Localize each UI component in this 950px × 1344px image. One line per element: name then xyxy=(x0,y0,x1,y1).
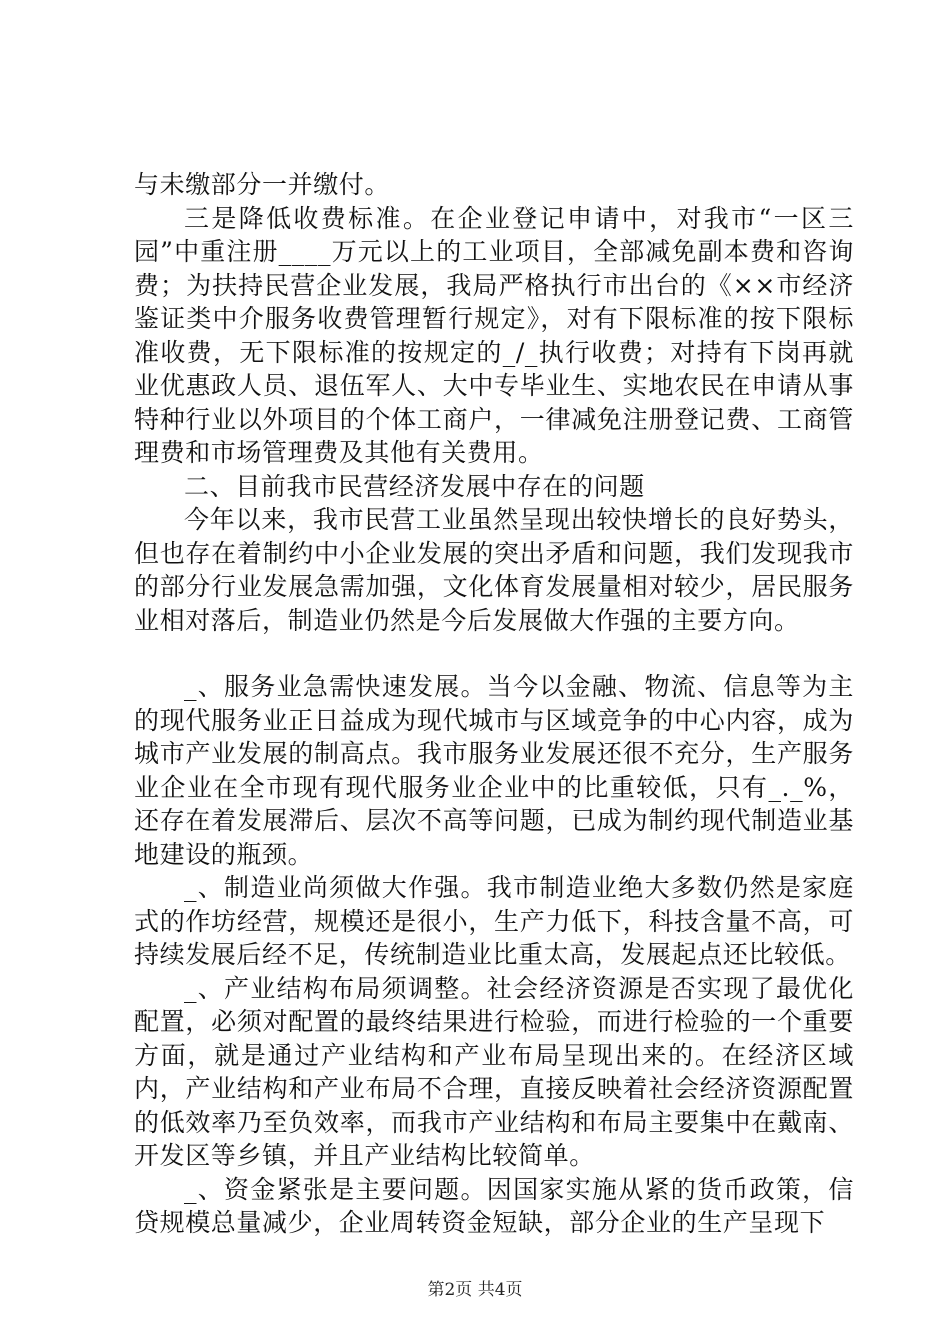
document-body xyxy=(134,168,854,1240)
paragraph-4: _、服务业急需快速发展。当今以金融、物流、信息等为主的现代服务业正日益成为现代城市与区域竞争的中心内容，成为城市产业发展的制高点。我市服务业发展还很不充分，生产服务业企业在全市现有现代服务业企业中的比重较低，只有_._%，还存在着发展滞后、层次不高等问题，已成为制约现代制造业基地建设的瓶颈。 xyxy=(134,672,854,869)
paragraph-5: _、制造业尚须做大作强。我市制造业绝大多数仍然是家庭式的作坊经营，规模还是很小，生产力低下，科技含量不高，可持续发展后经不足，传统制造业比重太高，发展起点还比较低。 xyxy=(134,873,854,969)
paragraph-3: 今年以来，我市民营工业虽然呈现出较快增长的良好势头，但也存在着制约中小企业发展的突出矛盾和问题，我们发现我市的部分行业发展急需加强，文化体育发展量相对较少，居民服务业相对落后，制造业仍然是今后发展做大作强的主要方向。 xyxy=(134,505,854,635)
paragraph-6: _、产业结构布局须调整。社会经济资源是否实现了最优化配置，必须对配置的最终结果进行检验，而进行检验的一个重要方面，就是通过产业结构和产业布局呈现出来的。在经济区域内，产业结构和产业布局不合理，直接反映着社会经济资源配置的低效率乃至负效率，而我市产业结构和布局主要集中在戴南、开发区等乡镇，并且产业结构比较简单。 xyxy=(134,973,854,1170)
paragraph-1: 与未缴部分一并缴付。 xyxy=(134,170,391,199)
page-number-footer: 第2页 共4页 xyxy=(427,1280,523,1300)
paragraph-spacer xyxy=(134,637,854,670)
paragraph-2: 三是降低收费标准。在企业登记申请中，对我市“一区三园”中重注册____万元以上的工业项目，全部减免副本费和咨询费；为扶持民营企业发展，我局严格执行市出台的《××市经济鉴证类中介服务收费管理暂行规定》，对有下限标准的按下限标准收费，无下限标准的按规定的_/_执行收费；对持有下岗再就业优惠政人员、退伍军人、大中专毕业生、实地农民在申请从事特种行业以外项目的个体工商户，一律减免注册登记费、工商管理费和市场管理费及其他有关费用。 xyxy=(134,203,854,467)
paragraph-7: _、资金紧张是主要问题。因国家实施从紧的货币政策，信贷规模总量减少，企业周转资金短缺，部分企业的生产呈现下 xyxy=(134,1174,854,1237)
section-heading: 二、目前我市民营经济发展中存在的问题 xyxy=(184,471,645,501)
